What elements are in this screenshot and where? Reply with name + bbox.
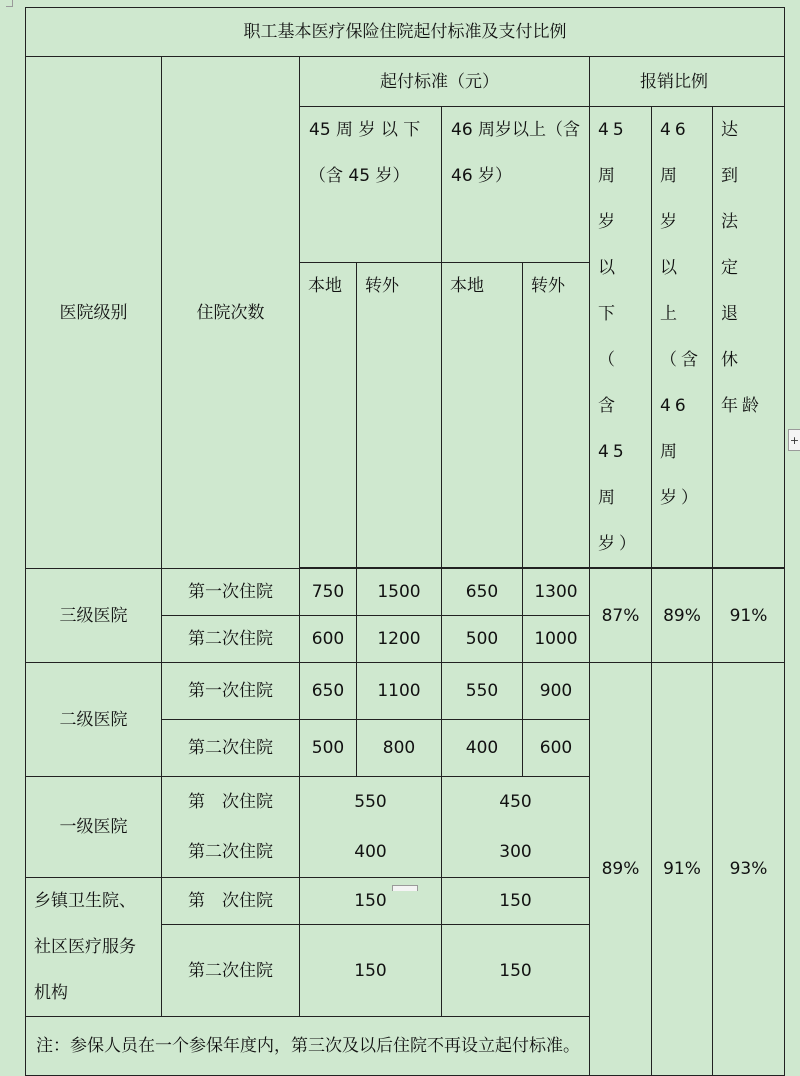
tier1-first-le45: 550 (354, 792, 387, 812)
ratio-le45-line: 45 周 (598, 120, 628, 186)
tier1-first-label: 第 次住院 (188, 792, 273, 812)
ratio-ge46-line: 46 周 (660, 120, 690, 186)
tier2-second-ge46-transfer: 600 (523, 720, 590, 777)
township-second-label: 第二次住院 (162, 925, 300, 1017)
tier1-second-le45: 400 (354, 842, 387, 862)
tier2-first-label: 第一次住院 (162, 663, 300, 720)
header-admission-count: 住院次数 (162, 57, 300, 569)
insurance-table (25, 7, 785, 1076)
township-line3: 机构 (34, 983, 68, 1003)
tier2-first-le45-transfer: 1100 (357, 663, 442, 720)
tier1-first-ge46: 450 (499, 792, 532, 812)
tier3-first-ge46-local: 650 (442, 569, 523, 616)
tier3-second-le45-transfer: 1200 (357, 616, 442, 663)
township-first-ge46: 150 (442, 878, 590, 925)
ratio-ge46-line: （含 (660, 350, 702, 370)
header-age-ge46-line2: 46 岁） (451, 166, 513, 186)
header-age-ge46 (442, 107, 590, 263)
ratio-le45-line: 45 周 (598, 442, 628, 508)
tier2-second-le45-local: 500 (300, 720, 357, 777)
header-reimbursement: 报销比例 (590, 57, 785, 107)
level-tier2: 二级医院 (26, 663, 162, 777)
ratio-le45-line: 下 (598, 304, 619, 324)
ratio-ge46-line: 岁） (660, 488, 702, 508)
tier3-second-ge46-transfer: 1000 (523, 616, 590, 663)
tier3-ratio-ge46: 89% (652, 569, 713, 663)
township-second-le45: 150 (300, 925, 442, 1017)
table-resize-handle[interactable]: + (788, 429, 800, 451)
ratio-retired-line: 退 休 (721, 304, 763, 370)
level-tier3: 三级医院 (26, 569, 162, 663)
township-line1: 乡镇卫生院、 (34, 891, 136, 911)
tier1-le45-values (300, 777, 442, 878)
tier3-second-label: 第二次住院 (162, 616, 300, 663)
header-ratio-ge46 (652, 107, 713, 568)
header-le45-transfer: 转外 (357, 262, 442, 567)
tier1-labels (162, 777, 300, 878)
header-ge46-local: 本地 (442, 262, 523, 567)
ratio-retired-line: 法 定 (721, 212, 763, 278)
ratio-le45-line: 岁） (598, 534, 640, 554)
header-hospital-level: 医院级别 (26, 57, 162, 569)
tier2-first-le45-local: 650 (300, 663, 357, 720)
lower-ratio-le45: 89% (590, 663, 652, 1076)
tier2-second-ge46-local: 400 (442, 720, 523, 777)
tier2-second-le45-transfer: 800 (357, 720, 442, 777)
township-first-le45: 150 (300, 878, 442, 925)
level-township (26, 878, 162, 1017)
header-age-le45-line1: 45 周 岁 以 下 (309, 120, 421, 140)
header-age-le45-line2: （含 45 岁） (309, 166, 410, 186)
header-le45-local: 本地 (300, 262, 357, 567)
header-age-ge46-line1: 46 周岁以上（含 (451, 120, 581, 140)
tier1-second-ge46: 300 (499, 842, 532, 862)
ratio-ge46-line: 46 周 (660, 396, 690, 462)
ratio-retired-line: 达 到 (721, 120, 763, 186)
corner-crop-mark (6, 0, 13, 7)
ratio-ge46-line: 上 (660, 304, 681, 324)
ratio-le45-line: 岁 以 (598, 212, 619, 278)
lower-ratio-retired: 93% (713, 663, 785, 1076)
tier3-ratio-le45: 87% (590, 569, 652, 663)
tier3-first-label: 第一次住院 (162, 569, 300, 616)
table-note: 注：参保人员在一个参保年度内，第三次及以后住院不再设立起付标准。 (26, 1017, 785, 1076)
tier2-first-ge46-transfer: 900 (523, 663, 590, 720)
level-tier1: 一级医院 (26, 777, 162, 878)
tier3-second-ge46-local: 500 (442, 616, 523, 663)
header-ratio-le45 (590, 107, 652, 568)
tier3-first-le45-local: 750 (300, 569, 357, 616)
township-second-ge46: 150 (442, 925, 590, 1017)
township-line2: 社区医疗服务 (34, 937, 136, 957)
tier2-first-ge46-local: 550 (442, 663, 523, 720)
bottom-resize-handle[interactable] (392, 885, 418, 891)
header-ratio-retired (713, 107, 785, 568)
tier3-first-ge46-transfer: 1300 (523, 569, 590, 616)
tier2-second-label: 第二次住院 (162, 720, 300, 777)
ratio-ge46-line: 岁 以 (660, 212, 681, 278)
township-first-label: 第 次住院 (162, 878, 300, 925)
lower-ratio-ge46: 91% (652, 663, 713, 1076)
ratio-retired-line: 年龄 (721, 396, 763, 416)
header-age-le45 (300, 107, 442, 263)
table-title: 职工基本医疗保险住院起付标准及支付比例 (26, 8, 785, 57)
tier3-ratio-retired: 91% (713, 569, 785, 663)
tier1-second-label: 第二次住院 (188, 842, 273, 862)
header-ge46-transfer: 转外 (523, 262, 590, 567)
tier1-ge46-values (442, 777, 590, 878)
tier3-first-le45-transfer: 1500 (357, 569, 442, 616)
header-threshold: 起付标准（元） (300, 57, 590, 107)
tier3-second-le45-local: 600 (300, 616, 357, 663)
ratio-le45-line: （ 含 (598, 350, 619, 416)
